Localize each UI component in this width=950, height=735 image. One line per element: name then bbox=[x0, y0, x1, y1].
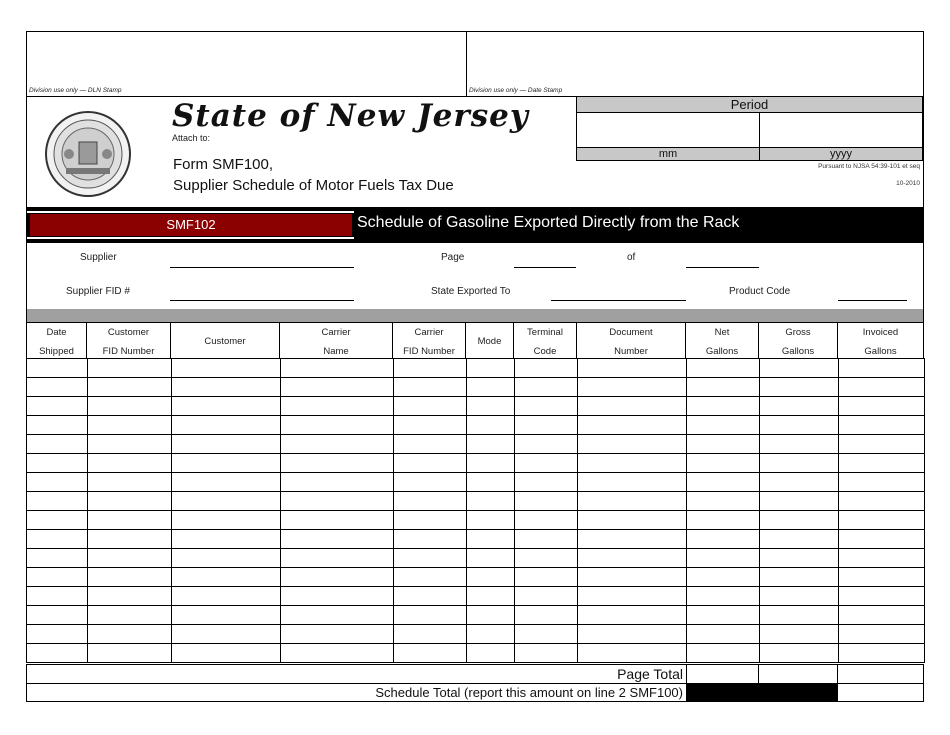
table-cell[interactable] bbox=[394, 606, 467, 625]
period-mm-label: mm bbox=[576, 147, 760, 161]
table-cell[interactable] bbox=[394, 492, 467, 511]
page-total-net-field[interactable] bbox=[686, 664, 759, 684]
table-cell[interactable] bbox=[839, 587, 925, 606]
table-row bbox=[27, 416, 925, 435]
table-cell[interactable] bbox=[515, 511, 578, 530]
table-cell[interactable] bbox=[281, 606, 394, 625]
table-cell[interactable] bbox=[515, 606, 578, 625]
table-cell[interactable] bbox=[281, 492, 394, 511]
table-row bbox=[27, 473, 925, 492]
table-cell[interactable] bbox=[172, 435, 281, 454]
date-stamp-box bbox=[466, 31, 924, 97]
revision-text: 10-2010 bbox=[896, 180, 920, 187]
table-cell[interactable] bbox=[394, 416, 467, 435]
table-row bbox=[27, 435, 925, 454]
supplier-fid-label: Supplier FID # bbox=[66, 286, 130, 297]
table-cell[interactable] bbox=[687, 397, 760, 416]
table-cell[interactable] bbox=[515, 397, 578, 416]
table-row bbox=[27, 568, 925, 587]
table-cell[interactable] bbox=[88, 454, 172, 473]
period-header: Period bbox=[576, 96, 923, 113]
table-cell[interactable] bbox=[467, 435, 515, 454]
table-cell[interactable] bbox=[760, 625, 839, 644]
table-cell[interactable] bbox=[578, 606, 687, 625]
table-cell[interactable] bbox=[467, 606, 515, 625]
table-cell[interactable] bbox=[467, 625, 515, 644]
table-cell[interactable] bbox=[27, 644, 88, 663]
table-cell[interactable] bbox=[172, 587, 281, 606]
table-cell[interactable] bbox=[760, 568, 839, 587]
table-cell[interactable] bbox=[27, 568, 88, 587]
period-mm-field[interactable] bbox=[576, 112, 760, 148]
table-cell[interactable] bbox=[760, 397, 839, 416]
table-cell[interactable] bbox=[687, 568, 760, 587]
dln-stamp-label: Division use only — DLN Stamp bbox=[29, 87, 122, 94]
table-cell[interactable] bbox=[467, 511, 515, 530]
table-cell[interactable] bbox=[760, 549, 839, 568]
table-cell[interactable] bbox=[515, 568, 578, 587]
table-cell[interactable] bbox=[394, 435, 467, 454]
table-cell[interactable] bbox=[172, 378, 281, 397]
table-cell[interactable] bbox=[394, 511, 467, 530]
table-row bbox=[27, 549, 925, 568]
date-stamp-label: Division use only — Date Stamp bbox=[469, 87, 563, 94]
table-cell[interactable] bbox=[27, 606, 88, 625]
form-line1: Form SMF100, bbox=[173, 156, 274, 173]
table-cell[interactable] bbox=[281, 397, 394, 416]
table-cell[interactable] bbox=[578, 492, 687, 511]
table-cell[interactable] bbox=[515, 625, 578, 644]
period-yyyy-field[interactable] bbox=[759, 112, 923, 148]
table-cell[interactable] bbox=[760, 435, 839, 454]
form-code-badge: SMF102 bbox=[30, 214, 352, 236]
table-cell[interactable] bbox=[760, 416, 839, 435]
table-cell[interactable] bbox=[467, 530, 515, 549]
page-total-gross-field[interactable] bbox=[758, 664, 838, 684]
table-cell[interactable] bbox=[88, 549, 172, 568]
banner-rule-bottom bbox=[27, 237, 354, 239]
table-cell[interactable] bbox=[578, 397, 687, 416]
table-cell[interactable] bbox=[394, 625, 467, 644]
table-cell[interactable] bbox=[394, 644, 467, 663]
table-cell[interactable] bbox=[839, 644, 925, 663]
table-cell[interactable] bbox=[281, 530, 394, 549]
table-header bbox=[26, 322, 924, 358]
table-cell[interactable] bbox=[172, 606, 281, 625]
table-cell[interactable] bbox=[839, 492, 925, 511]
schedule-total-invoiced-field[interactable] bbox=[837, 683, 924, 702]
table-cell[interactable] bbox=[515, 530, 578, 549]
table-cell[interactable] bbox=[172, 549, 281, 568]
attach-to-label: Attach to: bbox=[172, 133, 211, 143]
table-cell[interactable] bbox=[687, 435, 760, 454]
table-cell[interactable] bbox=[27, 359, 88, 378]
of-label: of bbox=[627, 252, 636, 263]
table-cell[interactable] bbox=[394, 454, 467, 473]
table-cell[interactable] bbox=[281, 359, 394, 378]
table-cell[interactable] bbox=[281, 416, 394, 435]
table-row bbox=[27, 530, 925, 549]
table-cell[interactable] bbox=[515, 644, 578, 663]
supplier-input[interactable] bbox=[170, 255, 354, 268]
table-cell[interactable] bbox=[172, 568, 281, 587]
table-cell[interactable] bbox=[281, 549, 394, 568]
table-cell[interactable] bbox=[760, 511, 839, 530]
table-cell[interactable] bbox=[27, 625, 88, 644]
table-cell[interactable] bbox=[27, 454, 88, 473]
table-cell[interactable] bbox=[839, 397, 925, 416]
table-cell[interactable] bbox=[578, 625, 687, 644]
table-cell[interactable] bbox=[394, 359, 467, 378]
col-header-carrier-fid: Carrier FID Number bbox=[392, 322, 466, 359]
col-header-document-number: Document Number bbox=[576, 322, 686, 359]
table-row bbox=[27, 492, 925, 511]
table-cell[interactable] bbox=[687, 587, 760, 606]
table-cell[interactable] bbox=[88, 587, 172, 606]
col-header-terminal-code: Terminal Code bbox=[513, 322, 577, 359]
table-cell[interactable] bbox=[88, 568, 172, 587]
table-cell[interactable] bbox=[839, 473, 925, 492]
table-cell[interactable] bbox=[281, 435, 394, 454]
table-cell[interactable] bbox=[467, 416, 515, 435]
table-cell[interactable] bbox=[172, 359, 281, 378]
form-line2: Supplier Schedule of Motor Fuels Tax Due bbox=[173, 177, 454, 194]
page-number-input[interactable] bbox=[514, 255, 576, 268]
table-cell[interactable] bbox=[760, 587, 839, 606]
table-cell[interactable] bbox=[27, 435, 88, 454]
supplier-fid-input[interactable] bbox=[170, 288, 354, 301]
table-cell[interactable] bbox=[578, 568, 687, 587]
table-row bbox=[27, 511, 925, 530]
table-cell[interactable] bbox=[839, 454, 925, 473]
table-cell[interactable] bbox=[515, 359, 578, 378]
table-cell[interactable] bbox=[88, 625, 172, 644]
table-cell[interactable] bbox=[687, 492, 760, 511]
table-cell[interactable] bbox=[27, 549, 88, 568]
table-cell[interactable] bbox=[760, 378, 839, 397]
table-cell[interactable] bbox=[515, 435, 578, 454]
table-cell[interactable] bbox=[88, 378, 172, 397]
table-cell[interactable] bbox=[687, 606, 760, 625]
table-cell[interactable] bbox=[839, 511, 925, 530]
table-row bbox=[27, 378, 925, 397]
table-cell[interactable] bbox=[88, 397, 172, 416]
table-cell[interactable] bbox=[515, 378, 578, 397]
pursuant-text: Pursuant to NJSA 54:39-101 et seq bbox=[818, 163, 920, 170]
table-cell[interactable] bbox=[760, 359, 839, 378]
table-row bbox=[27, 644, 925, 663]
table-cell[interactable] bbox=[172, 625, 281, 644]
table-cell[interactable] bbox=[281, 473, 394, 492]
table-cell[interactable] bbox=[687, 549, 760, 568]
col-header-carrier-name: Carrier Name bbox=[279, 322, 393, 359]
schedule-total-blackout bbox=[686, 683, 838, 702]
table-cell[interactable] bbox=[172, 492, 281, 511]
table-cell[interactable] bbox=[172, 511, 281, 530]
table-cell[interactable] bbox=[88, 435, 172, 454]
table-cell[interactable] bbox=[281, 644, 394, 663]
period-yyyy-label: yyyy bbox=[759, 147, 923, 161]
field-area bbox=[26, 243, 924, 309]
table-cell[interactable] bbox=[839, 378, 925, 397]
table-cell[interactable] bbox=[88, 359, 172, 378]
table-cell[interactable] bbox=[88, 606, 172, 625]
table-cell[interactable] bbox=[839, 568, 925, 587]
table-cell[interactable] bbox=[88, 473, 172, 492]
table-cell[interactable] bbox=[88, 644, 172, 663]
table-cell[interactable] bbox=[467, 492, 515, 511]
table-cell[interactable] bbox=[281, 587, 394, 606]
col-header-customer-fid: Customer FID Number bbox=[86, 322, 171, 359]
page-label: Page bbox=[441, 252, 465, 263]
page-count-input[interactable] bbox=[686, 255, 759, 268]
table-cell[interactable] bbox=[394, 568, 467, 587]
table-cell[interactable] bbox=[578, 511, 687, 530]
supplier-label: Supplier bbox=[80, 252, 117, 263]
table-cell[interactable] bbox=[578, 549, 687, 568]
table-cell[interactable] bbox=[27, 511, 88, 530]
table-cell[interactable] bbox=[515, 416, 578, 435]
table-cell[interactable] bbox=[281, 378, 394, 397]
table-cell[interactable] bbox=[27, 416, 88, 435]
table-cell[interactable] bbox=[515, 492, 578, 511]
table-cell[interactable] bbox=[467, 359, 515, 378]
table-cell[interactable] bbox=[578, 454, 687, 473]
table-cell[interactable] bbox=[687, 644, 760, 663]
table-cell[interactable] bbox=[687, 511, 760, 530]
table-cell[interactable] bbox=[760, 606, 839, 625]
table-cell[interactable] bbox=[839, 625, 925, 644]
table-cell[interactable] bbox=[172, 454, 281, 473]
table-cell[interactable] bbox=[760, 492, 839, 511]
table-row bbox=[27, 454, 925, 473]
table-cell[interactable] bbox=[27, 473, 88, 492]
table-cell[interactable] bbox=[467, 454, 515, 473]
table-cell[interactable] bbox=[281, 625, 394, 644]
table-cell[interactable] bbox=[88, 511, 172, 530]
table-cell[interactable] bbox=[839, 549, 925, 568]
table-cell[interactable] bbox=[760, 644, 839, 663]
dln-stamp-box bbox=[26, 31, 467, 97]
table-cell[interactable] bbox=[578, 644, 687, 663]
schedule-total-label: Schedule Total (report this amount on line 2 SMF100) bbox=[26, 683, 687, 702]
col-header-net-gallons: Net Gallons bbox=[685, 322, 759, 359]
product-code-label: Product Code bbox=[729, 286, 791, 297]
table-cell[interactable] bbox=[687, 416, 760, 435]
col-header-customer: Customer bbox=[170, 322, 280, 359]
table-cell[interactable] bbox=[467, 397, 515, 416]
table-cell[interactable] bbox=[172, 473, 281, 492]
table-cell[interactable] bbox=[839, 359, 925, 378]
page-total-label: Page Total bbox=[26, 664, 687, 684]
table-cell[interactable] bbox=[515, 473, 578, 492]
table-cell[interactable] bbox=[839, 416, 925, 435]
table-cell[interactable] bbox=[760, 530, 839, 549]
table-cell[interactable] bbox=[88, 530, 172, 549]
state-exported-label: State Exported To bbox=[431, 286, 511, 297]
table-cell[interactable] bbox=[394, 549, 467, 568]
table-cell[interactable] bbox=[467, 549, 515, 568]
table-cell[interactable] bbox=[172, 530, 281, 549]
table-cell[interactable] bbox=[687, 625, 760, 644]
table-cell[interactable] bbox=[172, 416, 281, 435]
page-total-invoiced-field[interactable] bbox=[837, 664, 924, 684]
product-code-input[interactable] bbox=[838, 288, 907, 301]
table-cell[interactable] bbox=[394, 530, 467, 549]
table-cell[interactable] bbox=[839, 530, 925, 549]
table-row bbox=[27, 625, 925, 644]
table-cell[interactable] bbox=[578, 416, 687, 435]
table-cell[interactable] bbox=[281, 511, 394, 530]
table-cell[interactable] bbox=[281, 568, 394, 587]
table-cell[interactable] bbox=[578, 359, 687, 378]
table-cell[interactable] bbox=[687, 454, 760, 473]
col-header-gross-gallons: Gross Gallons bbox=[758, 322, 838, 359]
table-cell[interactable] bbox=[27, 397, 88, 416]
col-header-invoiced-gallons: Invoiced Gallons bbox=[837, 322, 924, 359]
table-cell[interactable] bbox=[27, 378, 88, 397]
table-cell[interactable] bbox=[467, 378, 515, 397]
table-cell[interactable] bbox=[760, 473, 839, 492]
table-cell[interactable] bbox=[839, 606, 925, 625]
table-cell[interactable] bbox=[578, 473, 687, 492]
table-cell[interactable] bbox=[394, 587, 467, 606]
data-grid bbox=[26, 358, 925, 663]
table-row bbox=[27, 359, 925, 378]
table-row bbox=[27, 397, 925, 416]
table-row bbox=[27, 587, 925, 606]
table-cell[interactable] bbox=[467, 568, 515, 587]
table-cell[interactable] bbox=[281, 454, 394, 473]
table-cell[interactable] bbox=[760, 454, 839, 473]
table-cell[interactable] bbox=[578, 435, 687, 454]
table-cell[interactable] bbox=[467, 644, 515, 663]
table-cell[interactable] bbox=[394, 473, 467, 492]
table-cell[interactable] bbox=[515, 454, 578, 473]
table-cell[interactable] bbox=[27, 530, 88, 549]
table-cell[interactable] bbox=[515, 587, 578, 606]
schedule-title: Schedule of Gasoline Exported Directly from the Rack bbox=[357, 214, 740, 231]
state-title: State of New Jersey bbox=[172, 98, 529, 134]
table-cell[interactable] bbox=[687, 378, 760, 397]
gray-separator bbox=[26, 309, 924, 322]
table-cell[interactable] bbox=[687, 359, 760, 378]
table-cell[interactable] bbox=[88, 416, 172, 435]
table-cell[interactable] bbox=[394, 397, 467, 416]
table-cell[interactable] bbox=[172, 397, 281, 416]
table-cell[interactable] bbox=[394, 378, 467, 397]
col-header-date-shipped: Date Shipped bbox=[26, 322, 87, 359]
banner-rule-top bbox=[27, 211, 354, 213]
table-cell[interactable] bbox=[515, 549, 578, 568]
table-cell[interactable] bbox=[467, 587, 515, 606]
state-exported-input[interactable] bbox=[551, 288, 686, 301]
state-seal-icon bbox=[44, 110, 132, 198]
table-cell[interactable] bbox=[578, 587, 687, 606]
table-cell[interactable] bbox=[687, 473, 760, 492]
table-cell[interactable] bbox=[172, 644, 281, 663]
table-cell[interactable] bbox=[839, 435, 925, 454]
table-cell[interactable] bbox=[578, 378, 687, 397]
table-cell[interactable] bbox=[687, 530, 760, 549]
table-cell[interactable] bbox=[88, 492, 172, 511]
table-cell[interactable] bbox=[27, 587, 88, 606]
table-cell[interactable] bbox=[578, 530, 687, 549]
table-cell[interactable] bbox=[467, 473, 515, 492]
table-row bbox=[27, 606, 925, 625]
col-header-mode: Mode bbox=[465, 322, 514, 359]
table-cell[interactable] bbox=[27, 492, 88, 511]
